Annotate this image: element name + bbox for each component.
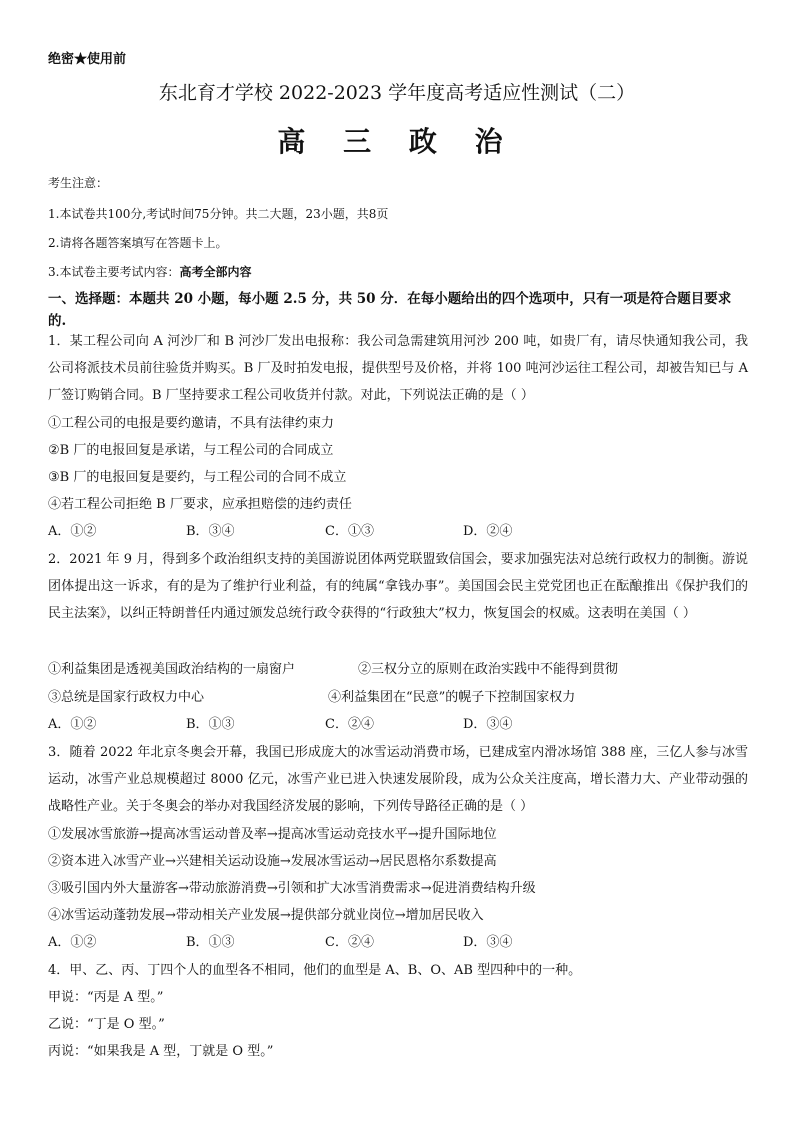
question-2-answer-b: B．①③ <box>186 717 235 732</box>
confidential-label: 绝密★使用前 <box>48 52 127 67</box>
question-3-answer-a: A．①② <box>48 935 97 950</box>
question-2-option: ③总统是国家行政权力中心 <box>48 690 205 705</box>
question-1-option: ④若工程公司拒绝 B 厂要求，应承担赔偿的违约责任 <box>48 497 352 512</box>
question-4-statement: 乙说：“丁是 O 型。” <box>48 1017 165 1032</box>
question-4-statement: 丙说：“如果我是 A 型，丁就是 O 型。” <box>48 1044 274 1059</box>
exam-title: 东北育才学校 2022-2023 学年度高考适应性测试（二） <box>158 82 636 104</box>
question-2-option: ①利益集团是透视美国政治结构的一扇窗户 <box>48 662 296 677</box>
question-1-option: ②B 厂的电报回复是承诺，与工程公司的合同成立 <box>48 443 334 458</box>
question-1-answer-c: C．①③ <box>325 524 374 539</box>
note-item-prefix: 3.本试卷主要考试内容： <box>48 265 180 279</box>
question-3-answer-d: D．③④ <box>463 935 513 950</box>
question-3-answer-b: B．①③ <box>186 935 235 950</box>
question-3-option: ①发展冰雪旅游→提高冰雪运动普及率→提高冰雪运动竞技水平→提升国际地位 <box>48 827 497 842</box>
question-2-answer-c: C．②④ <box>325 717 374 732</box>
question-3-stem: 3．随着 2022 年北京冬奥会开幕，我国已形成庞大的冰雪运动消费市场，已建成室内滑冰场馆 388 座，三亿人参与冰雪运动，冰雪产业总规模超过 8000 亿元，冰雪产业已进入快速发展阶段，成为公众关注度高，增长潜力大、产业带动强的战略性产业。关于冬奥会的举办对我国经济发展的影响，下列传导路径正确的是（ ） <box>48 745 748 814</box>
question-2-answer-d: D．③④ <box>463 717 513 732</box>
question-3-answer-c: C．②④ <box>325 935 374 950</box>
note-item: 1.本试卷共100分,考试时间75分钟。共二大题，23小题，共8页 <box>48 207 389 221</box>
question-2-stem: 2．2021 年 9 月，得到多个政治组织支持的美国游说团体两党联盟致信国会，要求加强宪法对总统行政权力的制衡。游说团体提出这一诉求，有的是为了维护行业利益，有的纯属“拿钱办事”。美国国会民主党党团也正在酝酿推出《保护我们的民主法案》，以纠正特朗普任内通过颁发总统行政令获得的“行政独大”权力，恢复国会的权威。这表明在美国（ ） <box>48 552 748 621</box>
question-1-stem: 1．某工程公司向 A 河沙厂和 B 河沙厂发出电报称：我公司急需建筑用河沙 200 吨，如贵厂有，请尽快通知我公司，我公司将派技术员前往验货并购买。B 厂及时拍发电报，提供型号及价格，并将 100 吨河沙运往工程公司，却被告知已与 A 厂签订购销合同。B 厂坚持要求工程公司收货并付款。对此，下列说法正确的是（ ） <box>48 334 748 403</box>
question-2-option: ②三权分立的原则在政治实践中不能得到贯彻 <box>358 662 619 677</box>
question-3-option: ②资本进入冰雪产业→兴建相关运动设施→发展冰雪运动→居民恩格尔系数提高 <box>48 854 497 869</box>
subject-title: 高 三 政 治 <box>277 125 517 158</box>
question-1-answer-d: D．②④ <box>463 524 513 539</box>
question-4-stem: 4．甲、乙、丙、丁四个人的血型各不相同，他们的血型是 A、B、O、AB 型四种中的一种。 <box>48 963 582 978</box>
note-item-bold: 高考全部内容 <box>179 265 252 279</box>
note-item <box>48 263 251 280</box>
question-1-option: ③B 厂的电报回复是要约，与工程公司的合同不成立 <box>48 470 347 485</box>
question-3-option: ④冰雪运动蓬勃发展→带动相关产业发展→提供部分就业岗位→增加居民收入 <box>48 908 484 923</box>
question-4-statement: 甲说：“丙是 A 型。” <box>48 990 164 1005</box>
question-1-answer-b: B．③④ <box>186 524 235 539</box>
note-item: 2.请将各题答案填写在答题卡上。 <box>48 236 228 250</box>
section-heading: 一、选择题：本题共 20 小题，每小题 2.5 分，共 50 分．在每小题给出的四个选项中，只有一项是符合题目要求的. <box>48 291 732 329</box>
notes-heading: 考生注意： <box>48 176 109 190</box>
question-1-option: ①工程公司的电报是要约邀请，不具有法律约束力 <box>48 416 335 431</box>
question-3-option: ③吸引国内外大量游客→带动旅游消费→引领和扩大冰雪消费需求→促进消费结构升级 <box>48 881 536 896</box>
question-2-answer-a: A．①② <box>48 717 97 732</box>
question-1-answer-a: A．①② <box>48 524 97 539</box>
question-2-option: ④利益集团在“民意”的幌子下控制国家权力 <box>328 690 576 705</box>
